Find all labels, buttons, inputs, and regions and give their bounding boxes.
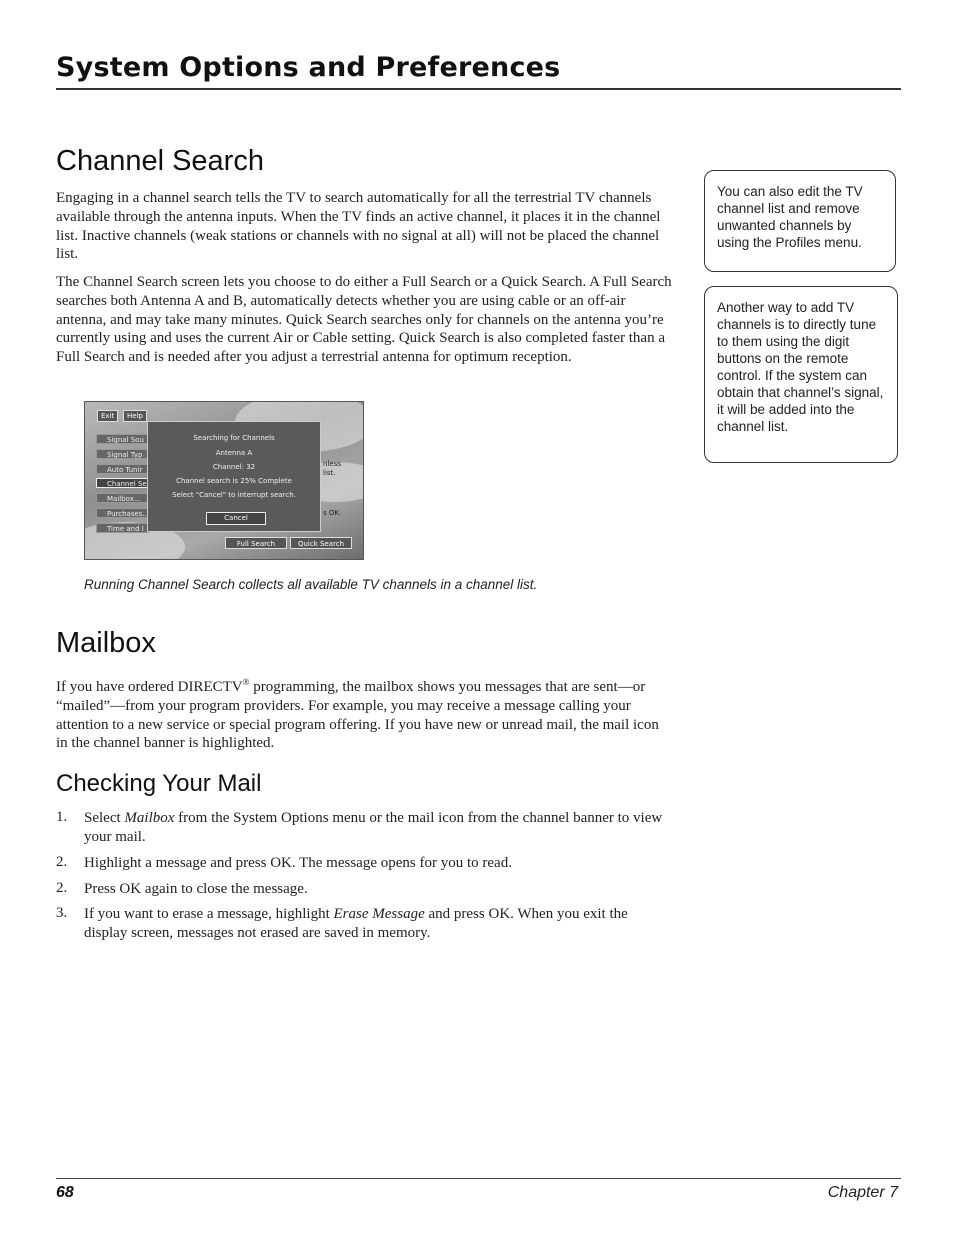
step-number: 2. [56, 880, 68, 896]
mailbox-text-post: programming, the mailbox shows you messages that are sent—or “mailed”—from your program providers. For example, you may receive a message calling your attention to a new service or special program offering. If you have new or unread mail, the mail icon in the channel banner is highlighted. [56, 679, 659, 752]
step-text [84, 880, 668, 899]
step-text-part: Select [84, 810, 125, 826]
background-text-fragment: list. [323, 469, 336, 477]
step-text-part: and press OK. When you exit the display screen, messages not erased are saved in memory. [84, 906, 628, 941]
sidebar-note-direct-tune: Another way to add TV channels is to directly tune to them using the digit buttons on the remote control. If the system can obtain that channel’s signal, it will be added into the channel list. [704, 286, 898, 463]
help-button[interactable]: Help [123, 410, 147, 422]
dialog-title: Searching for Channels [193, 434, 275, 442]
sidebar-note-profiles: You can also edit the TV channel list and remove unwanted channels by using the Profiles menu. [704, 170, 896, 272]
registered-mark: ® [242, 677, 250, 687]
step-text [84, 905, 668, 943]
menu-item-auto-tuning[interactable]: Auto Tunir [96, 464, 150, 474]
menu-item-purchases[interactable]: Purchases.. [96, 508, 150, 518]
dialog-antenna: Antenna A [215, 449, 253, 457]
step-text-part: If you want to erase a message, highlight [84, 906, 334, 922]
cancel-button[interactable]: Cancel [206, 512, 266, 525]
searching-dialog [147, 421, 321, 532]
screenshot-caption: Running Channel Search collects all available TV channels in a channel list. [84, 577, 538, 592]
footer-rule [56, 1178, 901, 1179]
step-number: 2. [56, 854, 68, 870]
chapter-label: Chapter 7 [827, 1184, 898, 1201]
dialog-progress: Channel search is 25% Complete [176, 477, 292, 485]
channel-search-heading: Channel Search [56, 145, 264, 177]
mailbox-heading: Mailbox [56, 627, 156, 659]
step-number: 1. [56, 809, 68, 825]
page-header-title: System Options and Preferences [56, 52, 561, 83]
step-number: 3. [56, 905, 68, 921]
menu-item-signal-type[interactable]: Signal Typ [96, 449, 150, 459]
step-text-part: Highlight a message and press OK. The message opens for you to read. [84, 855, 512, 871]
background-text-fragment: s OK. [323, 509, 342, 517]
menu-item-mailbox[interactable]: Mailbox... [96, 493, 150, 503]
channel-search-paragraph-2: The Channel Search screen lets you choose to do either a Full Search or a Quick Search. A Full Search searches both Antenna A and B, automatically detects whether you are using cable or an off-air antenna, and may take many minutes. Quick Search searches only for channels on the antenna you’re currently using and uses the current Air or Cable setting. Quick Search is also completed faster than a Full Search and is needed after you adjust a terrestrial antenna for optimum reception. [56, 274, 672, 366]
header-rule [56, 88, 901, 90]
step-text-part: Press OK again to close the message. [84, 881, 308, 897]
channel-search-paragraph-1: Engaging in a channel search tells the TV to search automatically for all the terrestrial TV channels available through the antenna inputs. When the TV finds an active channel, it places it in the channel list. Inactive channels (weak stations or channels with no signal at all) will not be placed the channel list. [56, 190, 661, 263]
channel-search-screenshot [84, 401, 364, 560]
step-text [84, 809, 668, 847]
menu-item-channel-search[interactable]: Channel Se [96, 478, 150, 488]
step-text [84, 854, 668, 873]
mailbox-text-pre: If you have ordered DIRECTV [56, 679, 243, 695]
page-number: 68 [56, 1184, 74, 1201]
menu-item-time-and-date[interactable]: Time and I [96, 523, 150, 533]
exit-button[interactable]: Exit [97, 410, 118, 422]
menu-item-signal-source[interactable]: Signal Sou [96, 434, 150, 444]
step-text-part: from the System Options menu or the mail icon from the channel banner to view your mail. [84, 810, 663, 845]
dialog-channel: Channel: 32 [212, 463, 256, 471]
checking-mail-heading: Checking Your Mail [56, 770, 262, 797]
dialog-hint: Select "Cancel" to interrupt search. [172, 491, 296, 499]
step-emphasis: Erase Message [333, 906, 425, 922]
mailbox-paragraph [56, 673, 672, 753]
background-text-fragment: nless [323, 460, 341, 468]
full-search-button[interactable]: Full Search [225, 537, 287, 549]
step-emphasis: Mailbox [124, 810, 175, 826]
quick-search-button[interactable]: Quick Search [290, 537, 352, 549]
